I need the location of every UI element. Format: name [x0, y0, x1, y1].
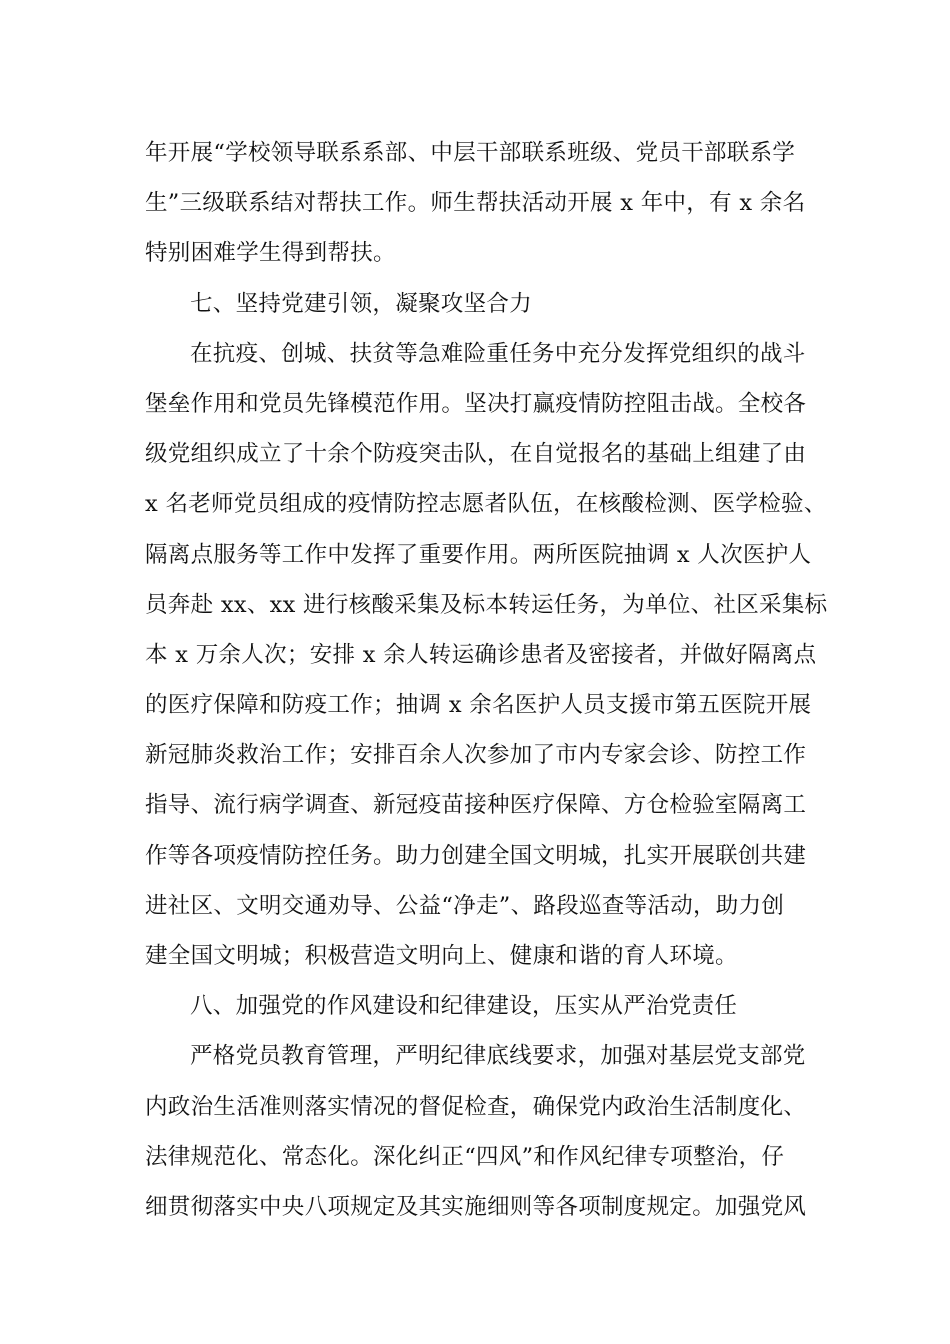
body-text-line: 生”三级联系结对帮扶工作。师生帮扶活动开展 x 年中，有 x 余名: [145, 190, 806, 217]
body-text-line: 建全国文明城；积极营造文明向上、健康和谐的育人环境。: [145, 943, 738, 969]
body-text-line: 法律规范化、常态化。深化纠正“四风”和作风纪律专项整治，仔: [145, 1143, 785, 1170]
body-text-line: 员奔赴 xx、xx 进行核酸采集及标本转运任务，为单位、社区采集标: [145, 591, 828, 618]
body-text-line: 指导、流行病学调查、新冠疫苗接种医疗保障、方仓检验室隔离工: [145, 792, 807, 819]
body-text-line: 隔离点服务等工作中发挥了重要作用。两所医院抽调 x 人次医护人: [145, 541, 812, 568]
body-text-line: 细贯彻落实中央八项规定及其实施细则等各项制度规定。加强党风: [145, 1193, 807, 1220]
body-text-line: 特别困难学生得到帮扶。: [145, 240, 396, 267]
body-text-line: 堡垒作用和党员先锋模范作用。坚决打赢疫情防控阻击战。全校各: [145, 390, 807, 417]
body-text-line: 作等各项疫情防控任务。助力创建全国文明城，扎实开展联创共建: [145, 842, 807, 869]
body-text-line: x 名老师党员组成的疫情防控志愿者队伍，在核酸检测、医学检验、: [145, 491, 827, 518]
section-heading-7: 七、坚持党建引领，凝聚攻坚合力: [190, 290, 533, 317]
section-heading-8: 八、加强党的作风建设和纪律建设，压实从严治党责任: [190, 993, 738, 1020]
body-text-line: 年开展“学校领导联系系部、中层干部联系班级、党员干部联系学: [145, 140, 796, 166]
body-text-line: 进社区、文明交通劝导、公益“净走”、路段巡查等活动，助力创: [145, 892, 785, 919]
body-text-line: 级党组织成立了十余个防疫突击队，在自觉报名的基础上组建了由: [145, 441, 807, 468]
body-text-line: 本 x 万余人次；安排 x 余人转运确诊患者及密接者，并做好隔离点: [145, 641, 817, 668]
body-text-line: 严格党员教育管理，严明纪律底线要求，加强对基层党支部党: [190, 1043, 806, 1070]
body-text-line: 内政治生活准则落实情况的督促检查，确保党内政治生活制度化、: [145, 1093, 807, 1120]
body-text-line: 新冠肺炎救治工作；安排百余人次参加了市内专家会诊、防控工作: [145, 742, 807, 769]
body-text-line: 的医疗保障和防疫工作；抽调 x 余名医护人员支援市第五医院开展: [145, 692, 812, 719]
body-text-line: 在抗疫、创城、扶贫等急难险重任务中充分发挥党组织的战斗: [190, 340, 806, 367]
document-body: [145, 128, 835, 1232]
